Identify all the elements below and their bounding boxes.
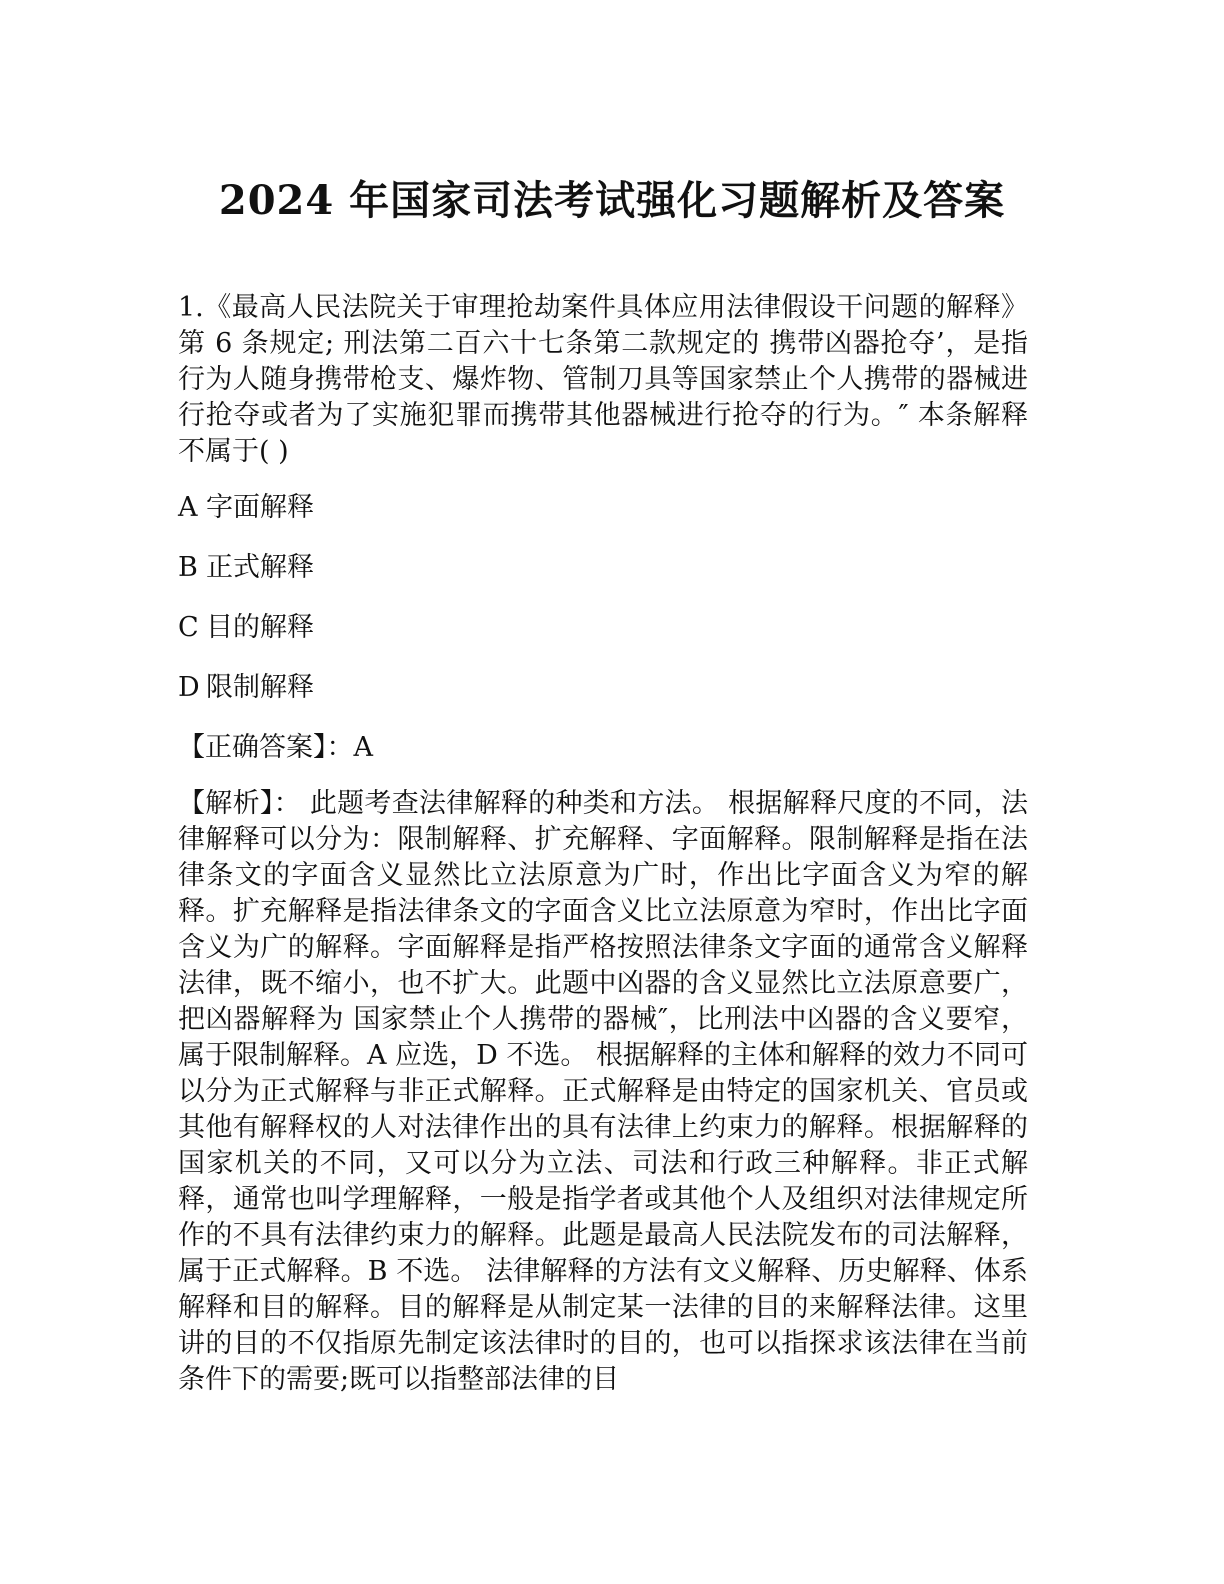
option-a	[178, 490, 1028, 550]
question-text: 1.《最高人民法院关于审理抢劫案件具体应用法律假设干问题的解释》第 6 条规定; 刑法第二百六十七条第二款规定的 携带凶器抢夺’，是指行为人随身携带枪支、爆炸物、管制刀具等国家禁止个人携带的器械进行抢夺或者为了实施犯罪而携带其他器械进行抢夺的行为。″ 本条解释不属于( )	[178, 292, 1028, 467]
question-block	[178, 290, 1028, 1398]
correct-answer: 【正确答案】：A	[178, 732, 373, 763]
option-d	[178, 670, 1028, 730]
option-letter: A	[178, 492, 198, 523]
page-title: 2024 年国家司法考试强化习题解析及答案	[218, 176, 1006, 224]
option-letter: B	[178, 552, 198, 583]
option-label: 字面解释	[206, 492, 314, 523]
analysis-text: 【解析】： 此题考查法律解释的种类和方法。 根据解释尺度的不同，法律解释可以分为：限制解释、扩充解释、字面解释。限制解释是指在法律条文的字面含义显然比立法原意为广时，作出比字面含义为窄的解释。扩充解释是指法律条文的字面含义比立法原意为窄时，作出比字面含义为广的解释。字面解释是指严格按照法律条文字面的通常含义解释法律，既不缩小，也不扩大。此题中凶器的含义显然比立法原意要广，把凶器解释为 国家禁止个人携带的器械″，比刑法中凶器的含义要窄，属于限制解释。A 应选，D 不选。 根据解释的主体和解释的效力不同可以分为正式解释与非正式解释。正式解释是由特定的国家机关、官员或其他有解释权的人对法律作出的具有法律上约束力的解释。根据解释的国家机关的不同，又可以分为立法、司法和行政三种解释。非正式解释，通常也叫学理解释，一般是指学者或其他个人及组织对法律规定所作的不具有法律约束力的解释。此题是最高人民法院发布的司法解释，属于正式解释。B 不选。 法律解释的方法有文义解释、历史解释、体系解释和目的解释。目的解释是从制定某一法律的目的来解释法律。这里讲的目的不仅指原先制定该法律时的目的，也可以指探求该法律在当前条件下的需要;既可以指整部法律的目	[178, 788, 1028, 1395]
options-list	[178, 490, 1028, 730]
option-label: 目的解释	[206, 612, 314, 643]
option-letter: C	[178, 612, 199, 643]
option-b	[178, 550, 1028, 610]
option-letter: D	[178, 672, 200, 703]
option-label: 限制解释	[206, 672, 314, 703]
option-c	[178, 610, 1028, 670]
option-label: 正式解释	[206, 552, 314, 583]
